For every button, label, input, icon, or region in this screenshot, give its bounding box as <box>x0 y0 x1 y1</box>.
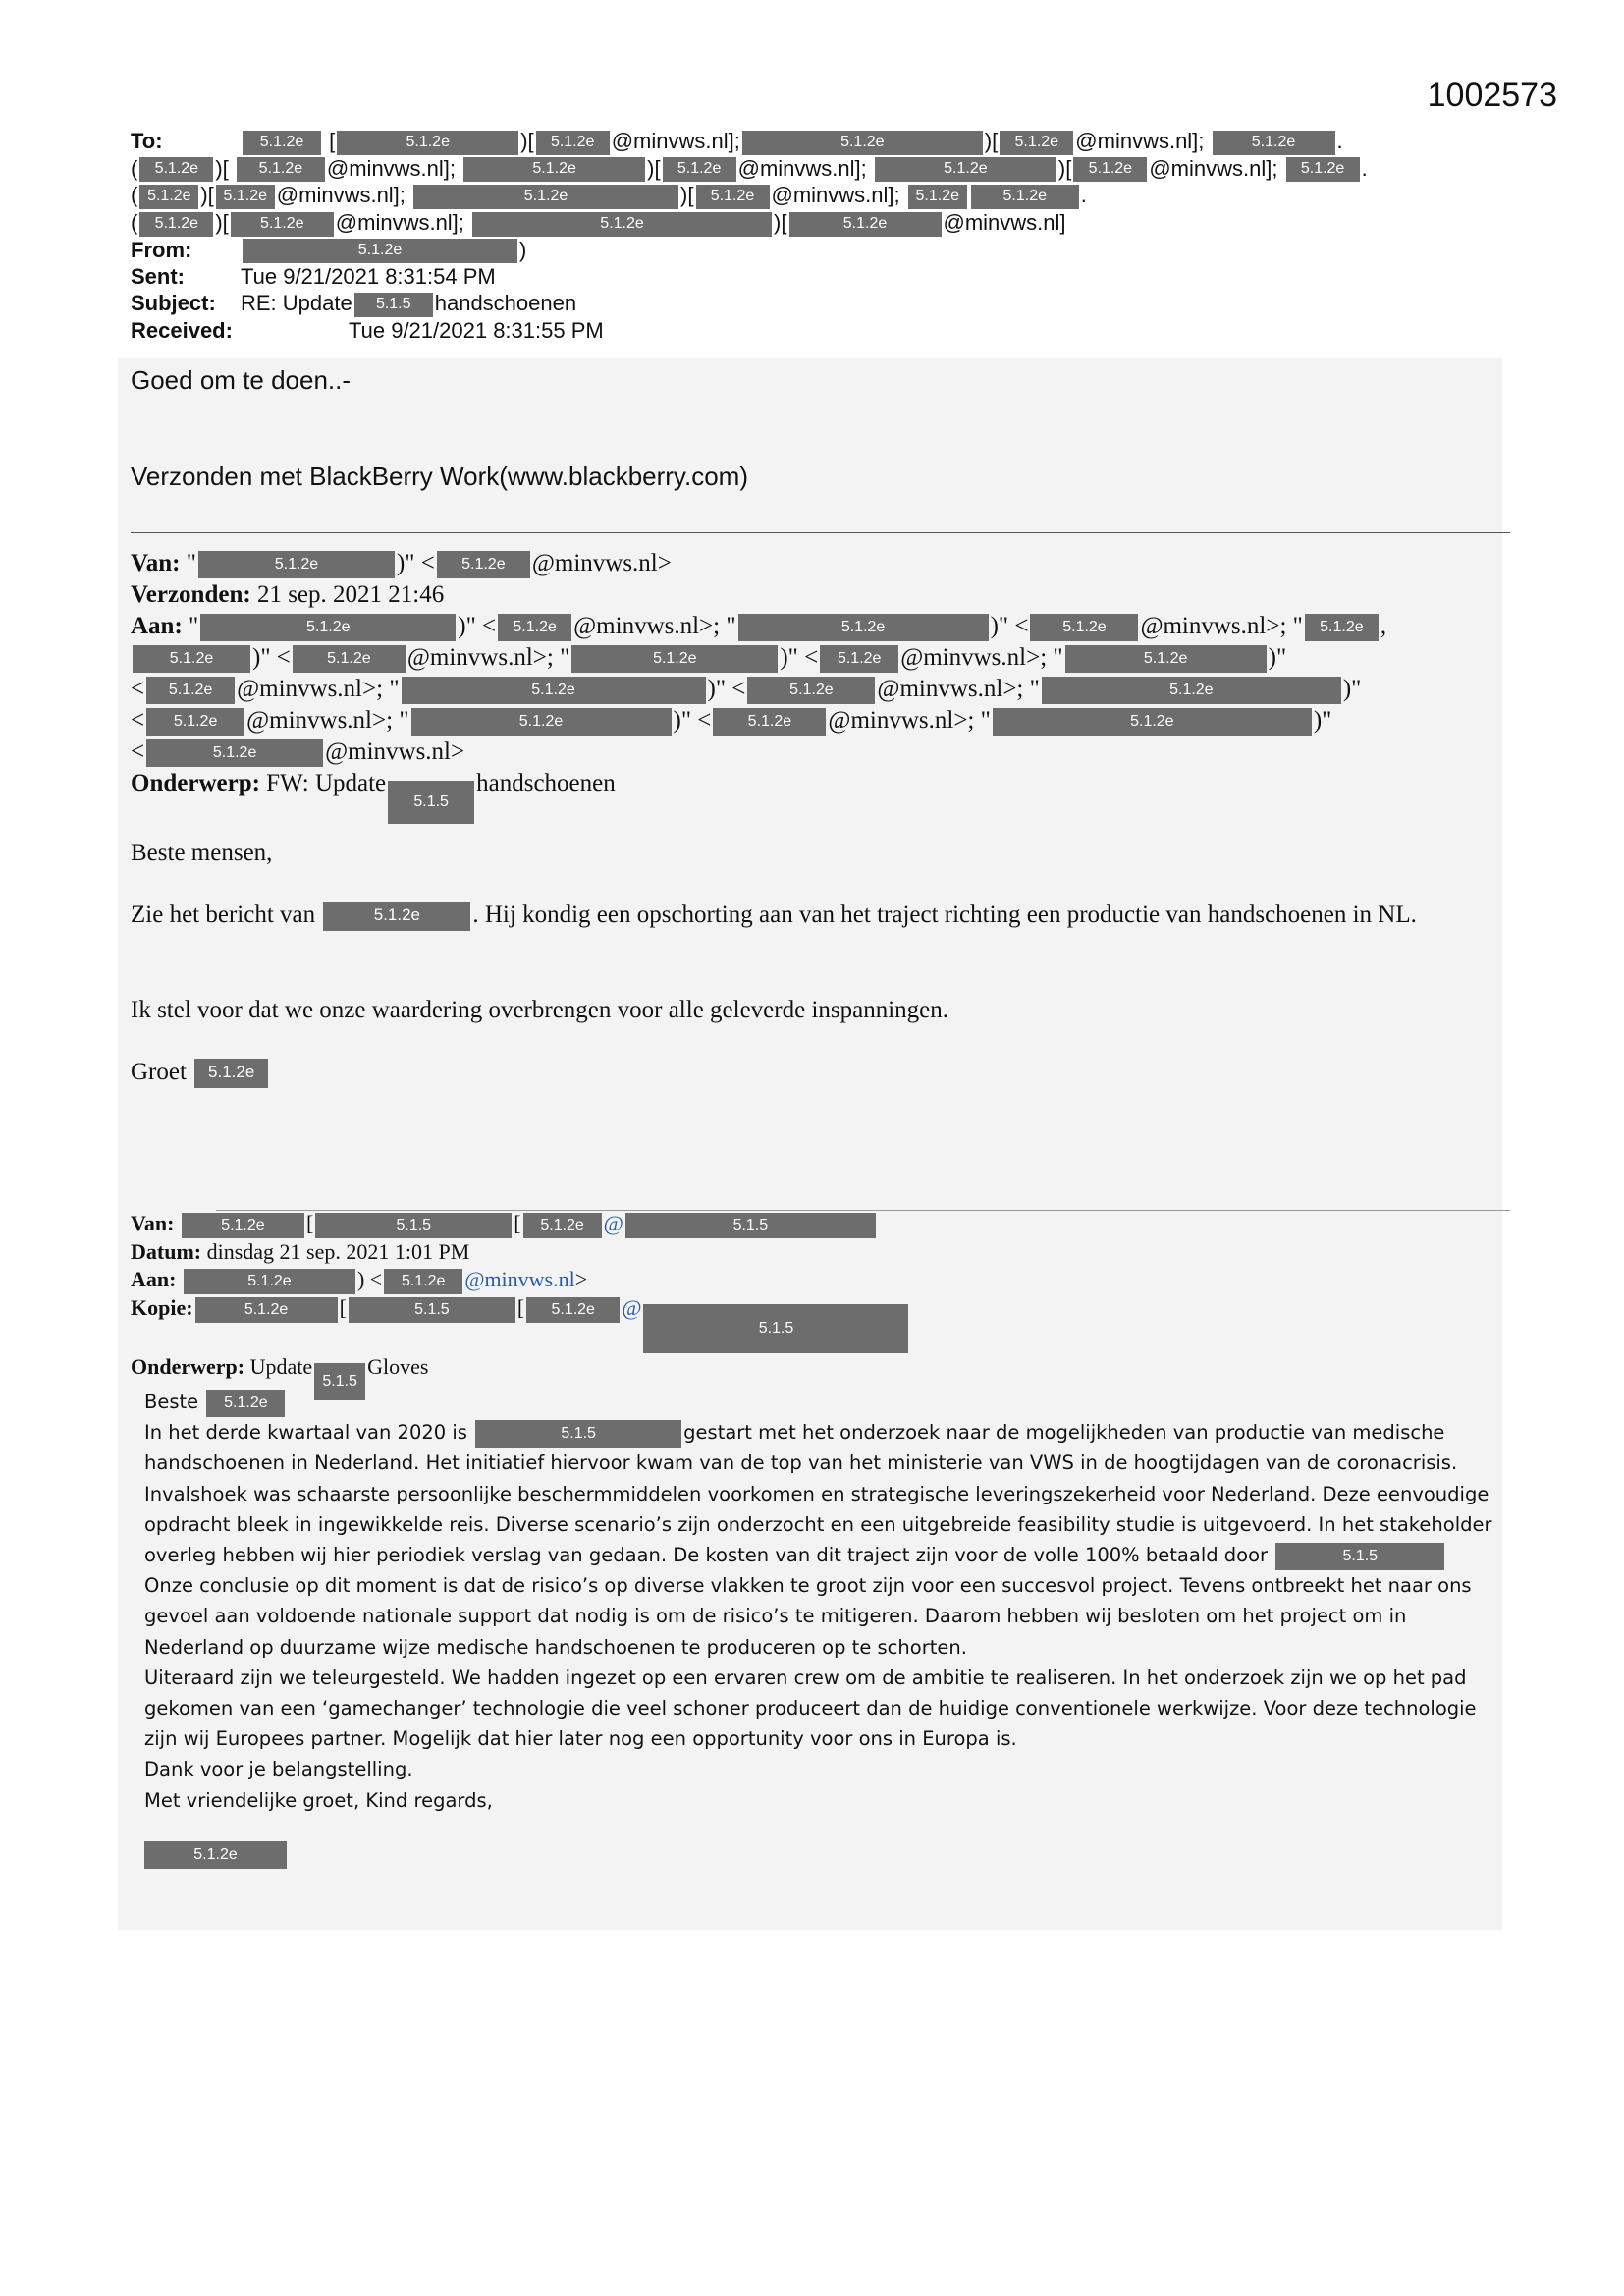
email-header-3 <box>131 1210 1515 1400</box>
email-domain: @minvws.nl> <box>325 738 465 765</box>
aan-line-2: 5.1.2e )" < 5.1.2e @minvws.nl>; " 5.1.2e )" < 5.1.2e @minvws.nl>; " 5.1.2e )" <box>131 642 1515 674</box>
redaction-box: 5.1.2e <box>146 708 244 736</box>
redaction-box: 5.1.2e <box>437 551 530 578</box>
redaction-box: 5.1.2e <box>747 677 875 704</box>
redaction-box: 5.1.2e <box>696 185 770 209</box>
email-domain: @minvws.nl>; <box>1140 613 1287 639</box>
email-domain-link[interactable]: @minvws.nl <box>464 1266 575 1291</box>
aan-line-1: Aan: " 5.1.2e )" < 5.1.2e @minvws.nl>; " 5.1.2e )" < 5.1.2e @minvws.nl>; " 5.1.2e , <box>131 611 1515 642</box>
mail3-paragraph-3: Uiteraard zijn we teleurgesteld. We hadden ingezet op een ervaren crew om de ambitie te realiseren. In het onderzoek zijn we op het pad gekomen van een ‘gamechanger’ technologie die veel schoner produceert dan de huidige conventionele werkwijze. Voor deze technologie zijn wij Europees partner. Mogelijk dat hier later nog een opportunity voor ons in Europa is. <box>144 1666 1477 1751</box>
redaction-box: 5.1.2e <box>323 902 470 931</box>
redaction-box: 5.1.2e <box>1286 157 1360 182</box>
redaction-box: 5.1.2e <box>571 645 778 673</box>
sent-value: Tue 9/21/2021 8:31:54 PM <box>241 264 496 290</box>
redaction-box: 5.1.2e <box>463 157 645 182</box>
verzonden-value: 21 sep. 2021 21:46 <box>256 581 445 608</box>
aan3-line: Aan: 5.1.2e ) < 5.1.2e @minvws.nl> <box>131 1266 1515 1294</box>
subject-prefix: RE: Update <box>241 291 352 316</box>
email-domain: @minvws.nl] <box>943 210 1066 236</box>
aan3-label: Aan: <box>131 1266 177 1291</box>
mail3-greeting <box>144 1387 1499 1417</box>
redaction-box: 5.1.2e <box>139 157 213 182</box>
email-domain: @minvws.nl]; <box>771 183 900 208</box>
email-at: @ <box>603 1211 623 1235</box>
redaction-box: 5.1.2e <box>413 185 678 209</box>
email-domain: @minvws.nl]; <box>326 155 457 181</box>
onderwerp3-suffix: Gloves <box>367 1353 429 1379</box>
redaction-box: 5.1.2e <box>200 614 456 641</box>
mail3-paragraph-5: Met vriendelijke groet, Kind regards, <box>144 1788 493 1812</box>
redaction-box: 5.1.2e <box>993 708 1312 736</box>
redaction-box: 5.1.2e <box>411 708 672 736</box>
redaction-box: 5.1.2e <box>139 212 213 237</box>
redaction-box: 5.1.2e <box>820 645 898 673</box>
verzonden-label: Verzonden: <box>131 581 251 608</box>
redaction-box: 5.1.5 <box>475 1420 681 1448</box>
mail3-p1-prefix: In het derde kwartaal van 2020 is <box>144 1421 467 1445</box>
email-domain: @minvws.nl>; <box>900 644 1048 671</box>
mail2-paragraph-2: Ik stel voor dat we onze waardering overbrengen voor alle geleverde inspanningen. <box>131 997 949 1023</box>
redaction-box: 5.1.2e <box>198 551 395 578</box>
van-label: Van: <box>131 550 181 576</box>
redaction-box: 5.1.2e <box>144 1841 287 1869</box>
sent-line <box>131 263 1505 290</box>
redaction-box: 5.1.2e <box>206 1390 285 1417</box>
received-line <box>131 317 1505 344</box>
onderwerp3-label: Onderwerp: <box>131 1353 245 1379</box>
mail3-p1-body: gestart met het onderzoek naar de mogelijkheden van productie van medische handschoenen in Nederland. Het initiatief hiervoor kwam van de top van het ministerie van VWS in de hoogtijdagen van de coronacrisis. Invalshoek was schaarste persoonlijke beschermmiddelen voorkomen en strategische leveringszekerheid voor Nederland. Deze eenvoudige opdracht bleek in ingewikkelde reis. Diverse scenario’s zijn onderzocht en een uitgebreide feasibility studie is uitgevoerd. In het stakeholder overleg hebben wij hier periodiek verslag van gedaan. De kosten van dit traject zijn voor de volle 100% betaald door <box>144 1421 1492 1567</box>
to-line-2: ( 5.1.2e )[ 5.1.2e @minvws.nl]; 5.1.2e )[ 5.1.2e @minvws.nl]; 5.1.2e )[ 5.1.2e @minvws.nl]; 5.1.2e . <box>131 155 1368 181</box>
redaction-box: 5.1.2e <box>1073 157 1147 182</box>
redaction-box: 5.1.2e <box>337 131 518 155</box>
separator-line <box>131 532 1510 533</box>
reply-line-1: Goed om te doen..- <box>131 365 352 395</box>
redaction-box: 5.1.2e <box>742 131 983 155</box>
spacer <box>144 1816 1499 1839</box>
subject-suffix: handschoenen <box>434 291 577 316</box>
email-domain: @minvws.nl]; <box>276 183 406 208</box>
redaction-box: 5.1.2e <box>472 212 772 237</box>
datum-value: dinsdag 21 sep. 2021 1:01 PM <box>206 1238 470 1264</box>
onderwerp-label: Onderwerp: <box>131 770 260 796</box>
redaction-box: 5.1.2e <box>194 1059 268 1088</box>
email-domain: @minvws.nl> <box>531 550 672 576</box>
redaction-box: 5.1.2e <box>1065 645 1267 673</box>
mail3-paragraph-2: Onze conclusie op dit moment is dat de risico’s op diverse vlakken te groot zijn voor een succesvol project. Tevens ontbreekt het naar ons gevoel aan voldoende nationale support dat nodig is om de risico’s te mitigeren. Daarom hebben wij besloten om het project om in Nederland op duurzame wijze medische handschoenen te produceren op te schorten. <box>144 1574 1472 1659</box>
redaction-box: 5.1.2e <box>908 185 967 209</box>
kopie-label: Kopie: <box>131 1294 193 1320</box>
email-at: @ <box>622 1294 642 1320</box>
redaction-box: 5.1.2e <box>523 1213 602 1238</box>
mail2-paragraph-1 <box>131 900 1505 931</box>
aan-line-5: < 5.1.2e @minvws.nl> <box>131 737 1515 768</box>
mail2-p1-suffix: . Hij kondig een opschorting aan van het traject richting een productie van handschoenen in NL. <box>472 902 1417 928</box>
mail2-sign <box>131 1057 1505 1088</box>
redaction-box: 5.1.2e <box>146 677 235 704</box>
subject-label: Subject: <box>131 291 216 316</box>
email-domain: @minvws.nl]; <box>1149 155 1278 181</box>
email-domain: @minvws.nl>; <box>877 676 1024 702</box>
aan-label: Aan: <box>131 613 183 639</box>
redaction-box: 5.1.2e <box>237 157 325 182</box>
kopie-line: Kopie: 5.1.2e [ 5.1.5 [ 5.1.2e @5.1.5 <box>131 1294 1515 1353</box>
to-line-1: To: 5.1.2e [ 5.1.2e )[ 5.1.2e @minvws.nl]; 5.1.2e )[ 5.1.2e @minvws.nl]; 5.1.2e . <box>131 129 1343 153</box>
aan-line-3: < 5.1.2e @minvws.nl>; " 5.1.2e )" < 5.1.2e @minvws.nl>; " 5.1.2e )" <box>131 674 1515 705</box>
email-domain: @minvws.nl]; <box>1075 129 1205 153</box>
redaction-box: 5.1.2e <box>231 212 334 237</box>
redaction-box: 5.1.2e <box>243 239 517 263</box>
van3-label: Van: <box>131 1211 175 1235</box>
verzonden-line <box>131 579 1515 611</box>
mail3-paragraph-4: Dank voor je belangstelling. <box>144 1758 413 1781</box>
redaction-box: 5.1.5 <box>349 1297 515 1323</box>
document-id: 1002573 <box>1427 77 1557 114</box>
redaction-box: 5.1.2e <box>738 614 989 641</box>
redaction-box: 5.1.2e <box>1000 131 1073 155</box>
redaction-box: 5.1.2e <box>146 739 323 767</box>
email-domain: @minvws.nl>; <box>573 613 721 639</box>
redaction-box: 5.1.2e <box>971 185 1079 209</box>
received-label: Received: <box>131 318 233 344</box>
email-domain: @minvws.nl>; <box>406 644 554 671</box>
redaction-box: 5.1.2e <box>536 131 610 155</box>
redaction-box: 5.1.2e <box>402 677 706 704</box>
van-line: Van: " 5.1.2e )" < 5.1.2e @minvws.nl> <box>131 548 1515 579</box>
redaction-box: 5.1.5 <box>625 1213 876 1238</box>
onderwerp-line <box>131 768 1515 824</box>
onderwerp-prefix: FW: Update <box>266 770 387 796</box>
subject-line <box>131 290 1505 317</box>
mail3-paragraph-1 <box>144 1417 1499 1570</box>
to-label: To: <box>131 129 163 153</box>
email-domain: @minvws.nl>; <box>828 707 975 734</box>
reply-line-2: Verzonden met BlackBerry Work(www.blackberry.com) <box>131 462 749 491</box>
redaction-box: 5.1.2e <box>216 185 275 209</box>
mail3-greeting-text: Beste <box>144 1391 199 1413</box>
redaction-box: 5.1.2e <box>663 157 736 182</box>
mail2-p1-prefix: Zie het bericht van <box>131 902 316 928</box>
redaction-box: 5.1.2e <box>182 1213 304 1238</box>
aan-line-4: < 5.1.2e @minvws.nl>; " 5.1.2e )" < 5.1.2e @minvws.nl>; " 5.1.2e )" <box>131 705 1515 737</box>
redaction-box: 5.1.2e <box>526 1297 620 1323</box>
redaction-box: 5.1.2e <box>1042 677 1341 704</box>
received-value: Tue 9/21/2021 8:31:55 PM <box>349 318 604 344</box>
mail3-body <box>144 1387 1499 1870</box>
onderwerp3-prefix: Update <box>249 1353 313 1379</box>
redaction-box: 5.1.2e <box>1305 614 1379 641</box>
redaction-box: 5.1.2e <box>789 212 942 237</box>
redaction-box: 5.1.2e <box>713 708 826 736</box>
onderwerp-suffix: handschoenen <box>476 770 616 796</box>
redaction-box: 5.1.2e <box>498 614 571 641</box>
redaction-box: 5.1.5 <box>643 1304 908 1353</box>
email-domain: @minvws.nl]; <box>737 155 867 181</box>
redaction-box: 5.1.2e <box>875 157 1056 182</box>
datum-line <box>131 1238 1515 1266</box>
mail3-signature <box>144 1839 1499 1870</box>
email-domain: @minvws.nl>; <box>237 676 384 702</box>
email-header-1 <box>131 128 1505 344</box>
redaction-box: 5.1.2e <box>195 1297 338 1323</box>
redaction-box: 5.1.2e <box>139 185 198 209</box>
redaction-box: 5.1.5 <box>314 1363 365 1400</box>
redaction-box: 5.1.2e <box>184 1269 355 1294</box>
datum-label: Datum: <box>131 1238 202 1264</box>
to-line-4: ( 5.1.2e )[ 5.1.2e @minvws.nl]; 5.1.2e )[ 5.1.2e @minvws.nl] <box>131 210 1066 236</box>
sent-label: Sent: <box>131 264 185 290</box>
email-domain: @minvws.nl]; <box>335 210 464 236</box>
redaction-box: 5.1.5 <box>1275 1543 1444 1570</box>
redaction-box: 5.1.2e <box>1213 131 1335 155</box>
redaction-box: 5.1.5 <box>315 1213 512 1238</box>
from-label: From: <box>131 237 192 262</box>
email-domain: @minvws.nl]; <box>611 129 740 153</box>
redaction-box: 5.1.5 <box>388 781 474 824</box>
mail2-sign-text: Groet <box>131 1059 187 1085</box>
redaction-box: 5.1.2e <box>243 131 321 155</box>
redaction-box: 5.1.2e <box>384 1269 462 1294</box>
redaction-box: 5.1.2e <box>1030 614 1138 641</box>
redaction-box: 5.1.5 <box>354 293 433 317</box>
redaction-box: 5.1.2e <box>293 645 406 673</box>
redaction-box: 5.1.2e <box>133 645 250 673</box>
email-header-2 <box>131 548 1515 824</box>
van3-line: Van: 5.1.2e [ 5.1.5 [ 5.1.2e @ 5.1.5 <box>131 1210 1515 1238</box>
mail2-greeting: Beste mensen, <box>131 840 273 866</box>
email-domain: @minvws.nl>; <box>246 707 394 734</box>
to-line-3: ( 5.1.2e )[ 5.1.2e @minvws.nl]; 5.1.2e )[ 5.1.2e @minvws.nl]; 5.1.2e 5.1.2e . <box>131 183 1087 208</box>
from-line: From: 5.1.2e ) <box>131 237 527 262</box>
